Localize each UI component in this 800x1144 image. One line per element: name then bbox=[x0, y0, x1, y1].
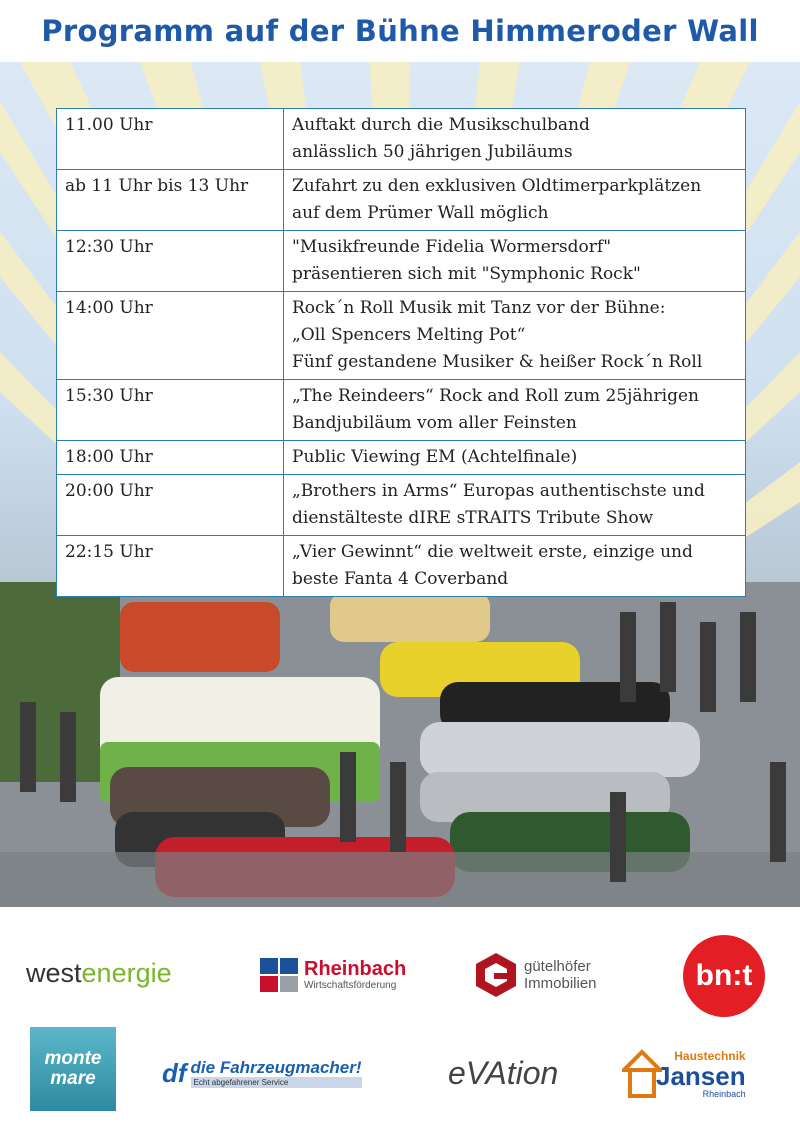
schedule-row bbox=[57, 475, 746, 536]
schedule-row bbox=[57, 292, 746, 380]
schedule-row bbox=[57, 536, 746, 597]
bnt-text: bn:t bbox=[695, 959, 753, 992]
oldtimer-photo bbox=[0, 582, 800, 907]
schedule-row bbox=[57, 231, 746, 292]
schedule-description-line: Auftakt durch die Musikschulband bbox=[292, 115, 590, 135]
westenergie-part1: west bbox=[26, 957, 82, 988]
schedule-row bbox=[57, 380, 746, 441]
rheinbach-logo bbox=[260, 955, 406, 995]
schedule-time: 15:30 Uhr bbox=[57, 380, 284, 441]
schedule-description-line: „Vier Gewinnt“ die weltweit erste, einzige und bbox=[292, 542, 693, 562]
sponsor-logos bbox=[0, 907, 800, 1144]
evation-text: eVAtion bbox=[448, 1054, 559, 1091]
hero-image bbox=[0, 62, 800, 907]
schedule-description bbox=[284, 475, 746, 536]
bnt-logo bbox=[683, 935, 765, 1017]
montemare-logo bbox=[30, 1027, 116, 1111]
schedule-description-line: Rock´n Roll Musik mit Tanz vor der Bühne: bbox=[292, 298, 666, 318]
schedule-description-line: Bandjubiläum vom aller Feinsten bbox=[292, 413, 577, 433]
jansen-line2: Jansen bbox=[656, 1060, 746, 1091]
rheinbach-emblem-icon bbox=[260, 958, 298, 992]
schedule-description-line: „Brothers in Arms“ Europas authentischste und bbox=[292, 481, 705, 501]
rheinbach-sub: Wirtschaftsförderung bbox=[304, 979, 397, 991]
schedule-time: 18:00 Uhr bbox=[57, 441, 284, 475]
schedule-description-line: beste Fanta 4 Coverband bbox=[292, 569, 509, 589]
westenergie-part2: energie bbox=[81, 957, 172, 988]
schedule-time: 22:15 Uhr bbox=[57, 536, 284, 597]
schedule-description-line: Public Viewing EM (Achtelfinale) bbox=[292, 447, 578, 467]
schedule-description-line: "Musikfreunde Fidelia Wormersdorf" bbox=[292, 237, 612, 257]
schedule-description-line: „The Reindeers“ Rock and Roll zum 25jährigen bbox=[292, 386, 699, 406]
guetelhoefer-hexagon-icon bbox=[474, 951, 518, 999]
schedule-description-line: auf dem Prümer Wall möglich bbox=[292, 203, 549, 223]
schedule-description bbox=[284, 441, 746, 475]
program-table bbox=[56, 108, 746, 597]
schedule-description-line: Zufahrt zu den exklusiven Oldtimerparkplätzen bbox=[292, 176, 702, 196]
schedule-description bbox=[284, 170, 746, 231]
fahrzeugmacher-logo bbox=[162, 1053, 362, 1093]
schedule-description bbox=[284, 380, 746, 441]
montemare-line2: mare bbox=[50, 1068, 96, 1089]
schedule-description-line: „Oll Spencers Melting Pot“ bbox=[292, 325, 526, 345]
fahrzeugmacher-name: die Fahrzeugmacher! bbox=[190, 1058, 362, 1077]
jansen-line1: Haustechnik bbox=[674, 1048, 746, 1063]
montemare-line1: monte bbox=[44, 1048, 102, 1069]
schedule-description-line: Fünf gestandene Musiker & heißer Rock´n Roll bbox=[292, 352, 703, 372]
evation-logo bbox=[448, 1043, 558, 1103]
jansen-line3: Rheinbach bbox=[702, 1088, 746, 1099]
schedule-time: 14:00 Uhr bbox=[57, 292, 284, 380]
schedule-description-line: dienstälteste dIRE sTRAITS Tribute Show bbox=[292, 508, 654, 528]
rheinbach-name: Rheinbach bbox=[304, 957, 407, 980]
schedule-description bbox=[284, 231, 746, 292]
schedule-description-line: präsentieren sich mit "Symphonic Rock" bbox=[292, 264, 641, 284]
schedule-time: 11.00 Uhr bbox=[57, 109, 284, 170]
schedule-description bbox=[284, 536, 746, 597]
schedule-description bbox=[284, 109, 746, 170]
schedule-row bbox=[57, 109, 746, 170]
westenergie-logo bbox=[26, 955, 172, 991]
schedule-time: 20:00 Uhr bbox=[57, 475, 284, 536]
fahrzeugmacher-df-icon: df bbox=[162, 1057, 187, 1088]
schedule-description bbox=[284, 292, 746, 380]
schedule-row bbox=[57, 441, 746, 475]
fahrzeugmacher-sub: Echt abgefahrener Service bbox=[191, 1077, 362, 1088]
page-title: Programm auf der Bühne Himmeroder Wall bbox=[41, 14, 759, 48]
schedule-description-line: anlässlich 50 jährigen Jubiläums bbox=[292, 142, 573, 162]
guetelhoefer-line1: gütelhöfer bbox=[524, 958, 591, 975]
guetelhoefer-logo bbox=[474, 951, 597, 999]
schedule-time: 12:30 Uhr bbox=[57, 231, 284, 292]
jansen-logo bbox=[622, 1041, 746, 1107]
schedule-row bbox=[57, 170, 746, 231]
guetelhoefer-line2: Immobilien bbox=[524, 975, 597, 992]
schedule-time: ab 11 Uhr bis 13 Uhr bbox=[57, 170, 284, 231]
